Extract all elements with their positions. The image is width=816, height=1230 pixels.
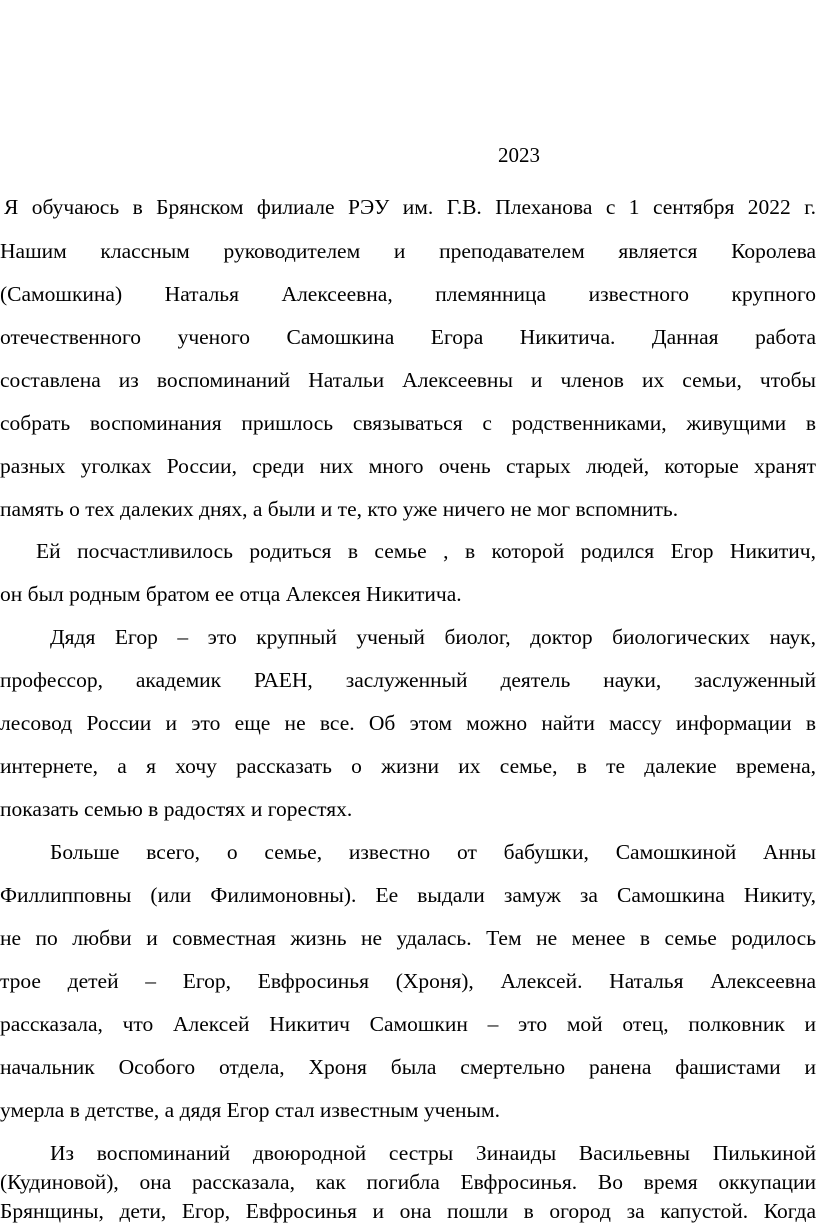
text-line: отечественного ученого Самошкина Егора Никитича. Данная работа bbox=[0, 325, 816, 349]
text-line: не по любви и совместная жизнь не удалась. Тем не менее в семье родилось bbox=[0, 926, 816, 950]
text-line: трое детей – Егор, Евфросинья (Хроня), Алексей. Наталья Алексеевна bbox=[0, 969, 816, 993]
text-line: (Кудиновой), она рассказала, как погибла Евфросинья. Во время оккупации bbox=[0, 1170, 816, 1194]
text-line: Я обучаюсь в Брянском филиале РЭУ им. Г.В. Плеханова с 1 сентября 2022 г. bbox=[4, 195, 816, 219]
text-line: показать семью в радостях и горестях. bbox=[0, 797, 353, 821]
text-line: память о тех далеких днях, а были и те, кто уже ничего не мог вспомнить. bbox=[0, 497, 679, 521]
text-line: Филлипповны (или Филимоновны). Ее выдали замуж за Самошкина Никиту, bbox=[0, 883, 816, 907]
text-line: составлена из воспоминаний Натальи Алексеевны и членов их семьи, чтобы bbox=[0, 368, 816, 392]
document-year: 2023 bbox=[498, 143, 540, 167]
text-line: умерла в детстве, а дядя Егор стал известным ученым. bbox=[0, 1098, 500, 1122]
text-line: интернете, а я хочу рассказать о жизни их семье, в те далекие времена, bbox=[0, 754, 816, 778]
text-line: (Самошкина) Наталья Алексеевна, племянница известного крупного bbox=[0, 282, 816, 306]
text-line: собрать воспоминания пришлось связываться с родственниками, живущими в bbox=[0, 411, 816, 435]
text-line: Из воспоминаний двоюродной сестры Зинаиды Васильевны Пилькиной bbox=[50, 1141, 816, 1165]
text-line: Нашим классным руководителем и преподавателем является Королева bbox=[0, 239, 816, 263]
text-line: Ей посчастливилось родиться в семье , в которой родился Егор Никитич, bbox=[36, 539, 816, 563]
text-line: Брянщины, дети, Егор, Евфросинья и она пошли в огород за капустой. Когда bbox=[0, 1199, 816, 1223]
text-line: начальник Особого отдела, Хроня была смертельно ранена фашистами и bbox=[0, 1055, 816, 1079]
text-line: профессор, академик РАЕН, заслуженный деятель науки, заслуженный bbox=[0, 668, 816, 692]
text-line: лесовод России и это еще не все. Об этом можно найти массу информации в bbox=[0, 711, 816, 735]
text-line: рассказала, что Алексей Никитич Самошкин – это мой отец, полковник и bbox=[0, 1012, 816, 1036]
text-line: разных уголках России, среди них много очень старых людей, которые хранят bbox=[0, 454, 816, 478]
text-line: он был родным братом ее отца Алексея Никитича. bbox=[0, 582, 462, 606]
text-line: Больше всего, о семье, известно от бабушки, Самошкиной Анны bbox=[50, 840, 816, 864]
text-line: Дядя Егор – это крупный ученый биолог, доктор биологических наук, bbox=[50, 625, 816, 649]
